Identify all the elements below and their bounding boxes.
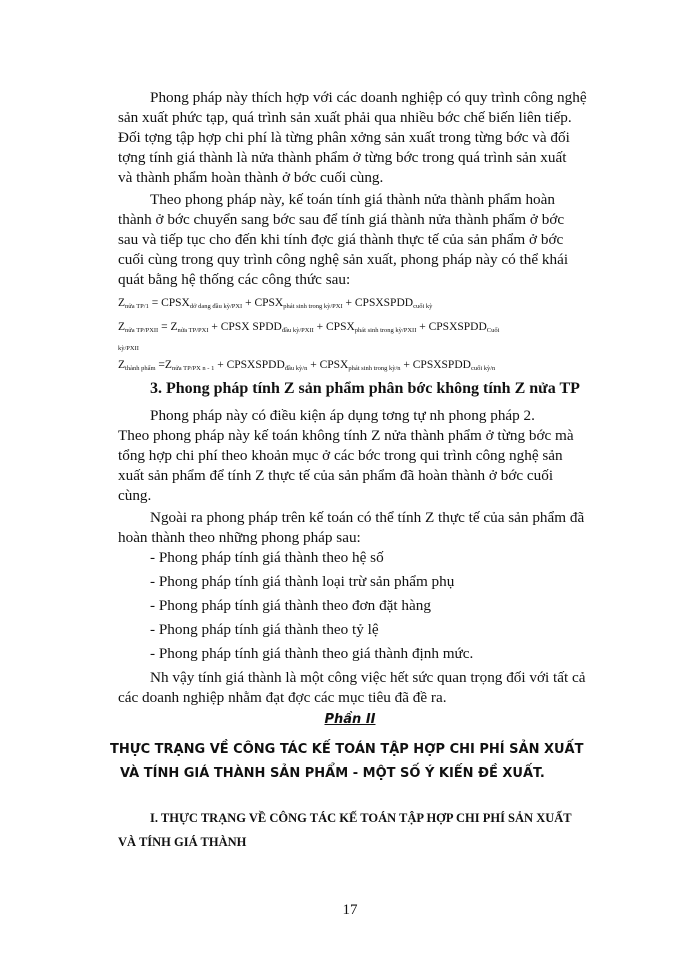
paragraph-line: thành ở bớc chuyển sang bớc sau để tính giá thành nửa thành phẩm ở bớc xyxy=(118,211,565,228)
paragraph-line: sản xuất phức tạp, quá trình sản xuất phải qua nhiều bớc chế biến liên tiếp. xyxy=(118,109,572,126)
part-subtitle-line: VÀ TÍNH GIÁ THÀNH SẢN PHẨM - MỘT SỐ Ý KIẾN ĐỀ XUẤT. xyxy=(120,766,545,781)
formula-term: + CPSXSPDD xyxy=(416,321,487,333)
formula-subscript: đầu kỳ/PXII xyxy=(281,327,314,334)
paragraph-method-process xyxy=(118,190,636,290)
formula-symbol: Z xyxy=(118,359,126,371)
formula-subscript: nửa TP/PXI xyxy=(177,327,209,334)
paragraph-line: các doanh nghiệp nhằm đạt đợc các mục tiêu đã đề ra. xyxy=(118,689,447,706)
formula-subscript: nửa TP/PX n - 1 xyxy=(171,365,215,372)
formula-term: + CPSXSPDD xyxy=(214,359,285,371)
formula-term: + CPSXSPDD xyxy=(342,297,414,309)
formula-subscript: cuối kỳ xyxy=(413,303,433,310)
section-heading-method-3: 3. Phong pháp tính Z sản phẩm phân bớc không tính Z nửa TP xyxy=(150,380,580,397)
formula-subscript: đầu kỳ/n xyxy=(284,365,308,372)
section-heading-1 xyxy=(118,806,650,854)
formula-subscript: nửa TP/PXII xyxy=(125,327,159,334)
paragraph-line: và thành phẩm hoàn thành ở bớc cuối cùng. xyxy=(118,169,384,186)
formula-term: = Z xyxy=(158,321,178,333)
formula-subscript: phát sinh trong kỳ/PXI xyxy=(283,303,343,310)
list-item: - Phong pháp tính giá thành theo hệ số xyxy=(150,549,384,566)
paragraph-line: Nh vậy tính giá thành là một công việc hết sức quan trọng đối với tất cả xyxy=(150,669,586,686)
paragraph-line: Theo phong pháp này, kế toán tính giá thành nửa thành phẩm hoàn xyxy=(150,191,555,208)
formula-subscript: kỳ/PXII xyxy=(118,345,139,352)
paragraph-line: Phong pháp này có điều kiện áp dụng tơng tự nh phong pháp 2. xyxy=(150,407,535,424)
methods-list xyxy=(150,546,650,666)
formula-symbol: Z xyxy=(118,297,126,309)
paragraph-line: quát bằng hệ thống các công thức sau: xyxy=(118,271,351,288)
formula-subscript: phát sinh trong kỳ/PXII xyxy=(354,327,417,334)
formula-subscript: cuối kỳ/n xyxy=(470,365,496,372)
paragraph-line: tợng tính giá thành là nửa thành phẩm ở từng bớc trong quá trình sản xuất xyxy=(118,149,567,166)
formula-subscript: dở dang đầu kỳ/PXI xyxy=(189,303,243,310)
formula-subscript: Cuối xyxy=(486,327,500,334)
formula-term: =Z xyxy=(155,359,172,371)
list-item: - Phong pháp tính giá thành loại trừ sản phẩm phụ xyxy=(150,573,455,590)
paragraph-line: xuất sản phẩm để tính Z thực tế của sản phẩm đã hoàn thành ở bớc cuối xyxy=(118,467,554,484)
formula-term: + CPSX xyxy=(313,321,355,333)
formula-subscript: nửa TP/1 xyxy=(125,303,149,310)
formula-1 xyxy=(118,296,638,314)
page-number: 17 xyxy=(342,902,358,918)
paragraph-line: sau và tiếp tục cho đến khi tính đợc giá thành thực tế của sản phẩm ở bớc xyxy=(118,231,564,248)
paragraph-line: Đối tợng tập hợp chi phí là từng phân xởng sản xuất trong từng bớc và đối xyxy=(118,129,570,146)
list-item: - Phong pháp tính giá thành theo giá thành định mức. xyxy=(150,645,474,662)
formula-term: = CPSX xyxy=(148,297,190,309)
part-subtitle-line: THỰC TRẠNG VỀ CÔNG TÁC KẾ TOÁN TẬP HỢP CHI PHÍ SẢN XUẤT xyxy=(110,742,584,757)
formula-symbol: Z xyxy=(118,321,126,333)
formula-term: + CPSXSPDD xyxy=(400,359,471,371)
paragraph-method-3 xyxy=(118,406,636,506)
formula-2-continuation xyxy=(118,338,638,356)
formula-term: + CPSX xyxy=(307,359,349,371)
paragraph-conclusion xyxy=(118,668,636,708)
formula-term: + CPSX xyxy=(242,297,284,309)
paragraph-line: cùng. xyxy=(118,487,152,504)
paragraph-line: cuối cùng trong quy trình công nghệ sản xuất, phong pháp này có thể khái xyxy=(118,251,569,268)
formula-subscript: phát sinh trong kỳ/n xyxy=(348,365,401,372)
formula-2 xyxy=(118,320,638,338)
section-heading-line: VÀ TÍNH GIÁ THÀNH xyxy=(118,835,247,849)
part-title: Phần II xyxy=(324,712,376,727)
list-item: - Phong pháp tính giá thành theo tỷ lệ xyxy=(150,621,379,638)
formula-subscript: thành phẩm xyxy=(125,365,156,372)
paragraph-line: Phong pháp này thích hợp với các doanh nghiệp có quy trình công nghệ xyxy=(150,89,587,106)
paragraph-method-description xyxy=(118,88,636,188)
part-subtitle xyxy=(110,738,650,786)
paragraph-line: tổng hợp chi phí theo khoản mục ở các bớc trong qui trình công nghệ sản xyxy=(118,447,563,464)
formula-3 xyxy=(118,358,638,376)
paragraph-line: hoàn thành theo những phong pháp sau: xyxy=(118,529,361,546)
paragraph-other-methods xyxy=(118,508,636,548)
paragraph-line: Ngoài ra phong pháp trên kế toán có thể tính Z thực tế của sản phẩm đã xyxy=(150,509,585,526)
formula-term: + CPSX SPDD xyxy=(208,321,282,333)
paragraph-line: Theo phong pháp này kế toán không tính Z nửa thành phẩm ở từng bớc mà xyxy=(118,427,574,444)
list-item: - Phong pháp tính giá thành theo đơn đặt hàng xyxy=(150,597,431,614)
section-heading-line: I. THỰC TRẠNG VỀ CÔNG TÁC KẾ TOÁN TẬP HỢP CHI PHÍ SẢN XUẤT xyxy=(150,811,572,825)
